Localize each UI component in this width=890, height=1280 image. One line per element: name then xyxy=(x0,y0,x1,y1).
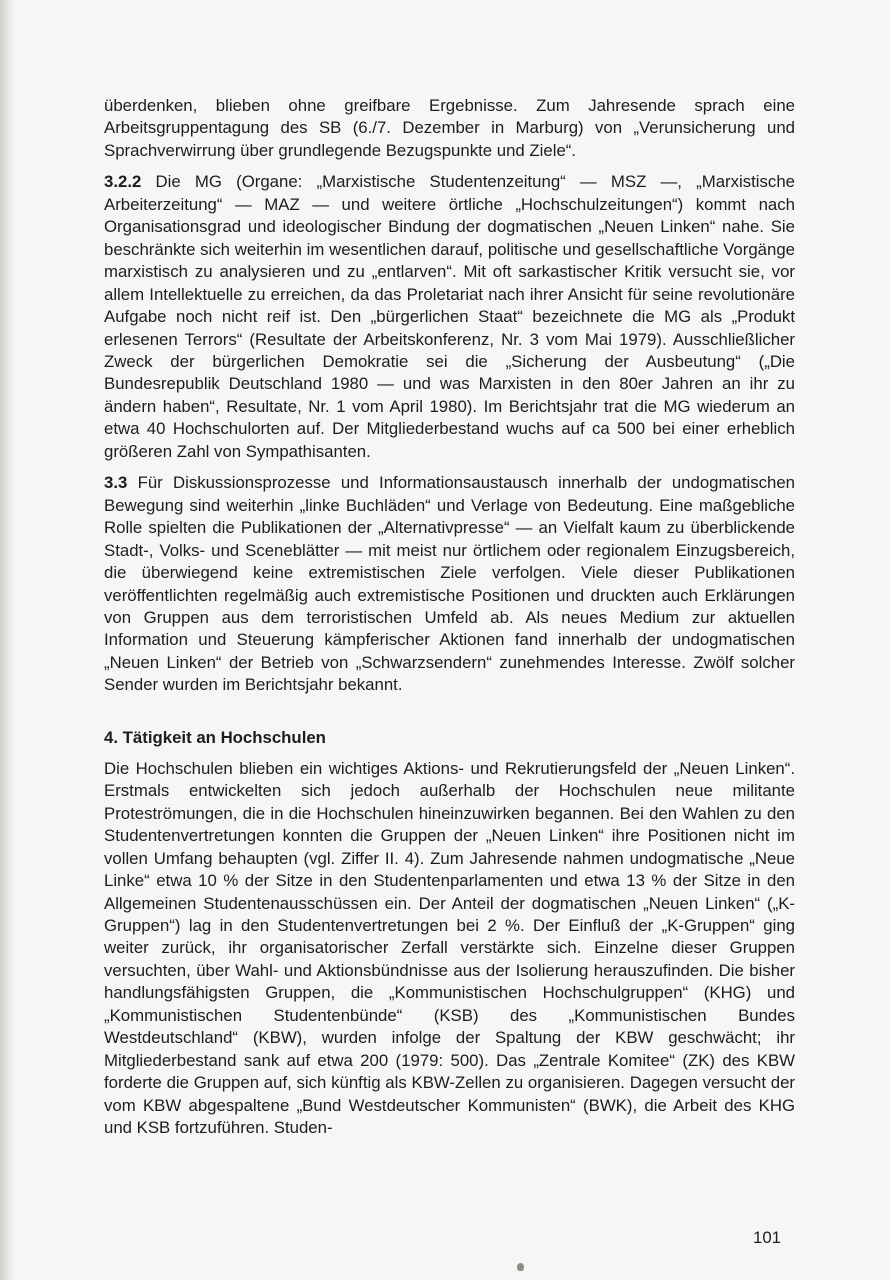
paragraph-3-2-2 xyxy=(104,171,795,463)
page-binding-shadow xyxy=(0,0,16,1280)
page-number: 101 xyxy=(753,1228,781,1247)
paragraph-hochschulen: Die Hochschulen blieben ein wichtiges Aktions- und Rekrutierungsfeld der „Neuen Linken“. Erstmals entwickelten sich jedoch außerhalb der Hochschulen neue militante Proteströmungen, die in die Hochschulen hineinzuwirken begannen. Bei den Wahlen zu den Studentenvertretungen konnten die Gruppen der „Neuen Linken“ ihre Positionen nicht im vollen Umfang behaupten (vgl. Ziffer II. 4). Zum Jahresende nahmen undogmatische „Neue Linke“ etwa 10 % der Sitze in den Studentenparlamenten und etwa 13 % der Sitze in den Allgemeinen Studentenausschüssen ein. Der Anteil der dogmatischen „Neuen Linken“ („K-Gruppen“) lag in den Studentenvertretungen bei 2 %. Der Einfluß der „K-Gruppen“ ging weiter zurück, ihr organisatorischer Zerfall verstärkte sich. Einzelne dieser Gruppen versuchten, über Wahl- und Aktionsbündnisse aus der Isolierung herauszufinden. Die bisher handlungsfähigsten Gruppen, die „Kommunistischen Hochschulgruppen“ (KHG) und „Kommunistischen Studentenbünde“ (KSB) des „Kommunistischen Bundes Westdeutschland“ (KBW), wurden infolge der Spaltung der KBW geschwächt; ihr Mitgliederbestand sank auf etwa 200 (1979: 500). Das „Zentrale Komitee“ (ZK) des KBW forderte die Gruppen auf, sich künftig als KBW-Zellen zu organisieren. Dagegen versucht der vom KBW abgespaltene „Bund Westdeutscher Kommunisten“ (BWK), die Arbeit des KHG und KSB fortzuführen. Studen- xyxy=(104,758,795,1138)
paragraph-text: Die MG (Organe: „Marxistische Studentenzeitung“ — MSZ —, „Marxistische Arbeiterzeitung“ — MAZ — und weitere örtliche „Hochschulzeitungen“) kommt nach Organisationsgrad und ideologischer Bindung der dogmatischen „Neuen Linken“ nahe. Sie beschränkte sich weiterhin im wesentlichen darauf, politische und gesellschaftliche Vorgänge marxistisch zu analysieren und zu „entlarven“. Mit oft sarkastischer Kritik versucht sie, vor allem Intellektuelle zu erreichen, da das Proletariat nach ihrer Ansicht für seine revolutionäre Aufgabe noch nicht reif ist. Den „bürgerlichen Staat“ bezeichnete die MG als „Produkt erlesenen Terrors“ (Resultate der Arbeitskonferenz, Nr. 3 vom Mai 1979). Ausschließlicher Zweck der bürgerlichen Demokratie sei die „Sicherung der Ausbeutung“ („Die Bundesrepublik Deutschland 1980 — und was Marxisten in den 80er Jahren an ihr zu ändern haben“, Resultate, Nr. 1 vom April 1980). Im Berichtsjahr trat die MG wiederum an etwa 40 Hochschulorten auf. Der Mitgliederbestand wuchs auf ca 500 bei einer erheblich größeren Zahl von Sympathisanten. xyxy=(104,172,795,461)
section-number: 3.2.2 xyxy=(104,172,142,192)
section-number: 3.3 xyxy=(104,473,128,493)
paragraph-text: Für Diskussionsprozesse und Informationsaustausch innerhalb der undogmatischen Bewegung sind weiterhin „linke Buchläden“ und Verlage von Bedeutung. Eine maßgebliche Rolle spielten die Publikationen der „Alternativpresse“ — an Vielfalt kaum zu überblickende Stadt-, Volks- und Sceneblätter — mit meist nur örtlichem oder regionalem Einzugsbereich, die überwiegend keine extremistischen Ziele verfolgen. Viele dieser Publikationen veröffentlichten regelmäßig auch extremistische Positionen und druckten auch Erklärungen von Gruppen aus dem terroristischen Umfeld ab. Als neues Medium zur aktuellen Information und Steuerung kämpferischer Aktionen fand innerhalb der undogmatischen „Neuen Linken“ der Betrieb von „Schwarzsendern“ zunehmendes Interesse. Zwölf solcher Sender wurden im Berichtsjahr bekannt. xyxy=(104,473,795,695)
ink-smudge xyxy=(517,1263,524,1271)
paragraph-3-3 xyxy=(104,472,795,697)
page-body xyxy=(104,95,795,1139)
paragraph-continuation: überdenken, blieben ohne greifbare Ergebnisse. Zum Jahresende sprach eine Arbeitsgruppentagung des SB (6./7. Dezember in Marburg) von „Verunsicherung und Sprachverwirrung über grundlegende Bezugspunkte und Ziele“. xyxy=(104,96,795,160)
section-heading-4: 4. Tätigkeit an Hochschulen xyxy=(104,727,326,747)
